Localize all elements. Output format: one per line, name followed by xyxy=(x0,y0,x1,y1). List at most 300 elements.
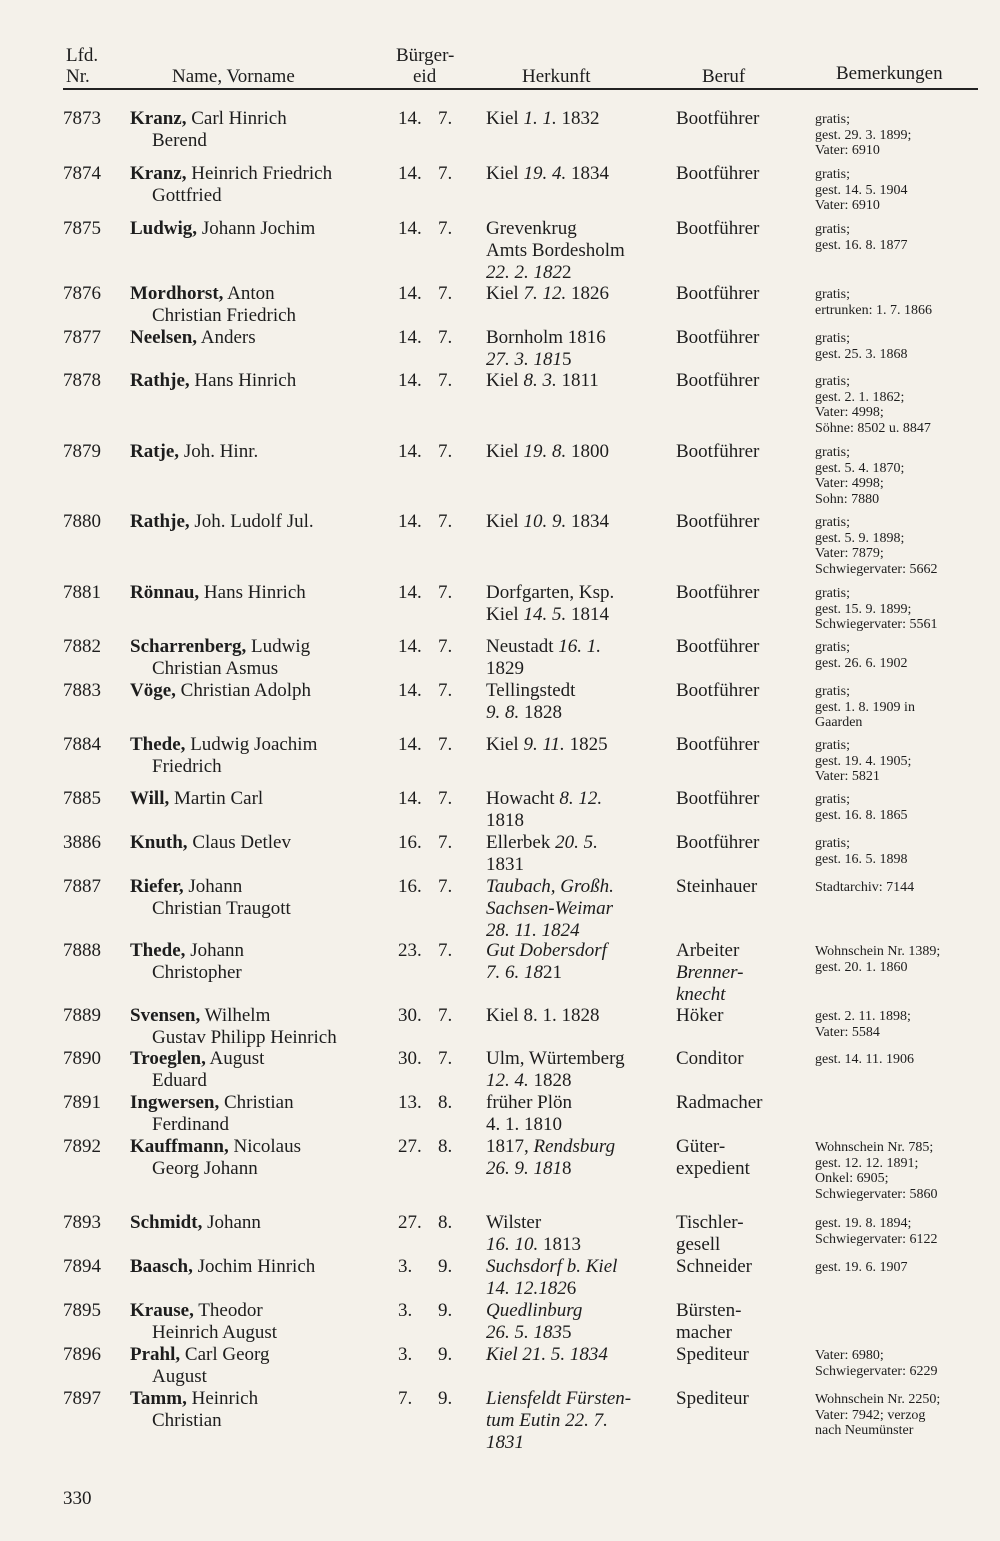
entry-given-name-cont: Christian xyxy=(152,1410,222,1431)
entry-name xyxy=(130,582,306,604)
entry-number: 7874 xyxy=(63,163,101,184)
origin-line: 1817, Rendsburg xyxy=(486,1136,616,1157)
oath-month: 8. xyxy=(438,1092,453,1113)
remark-line: gratis; xyxy=(815,836,850,851)
remark-line: Wohnschein Nr. 2250; xyxy=(815,1392,941,1407)
entry-given-name: Heinrich Friedrich xyxy=(191,163,333,184)
origin-line: 1831 xyxy=(486,854,524,875)
oath-month: 9. xyxy=(438,1300,453,1321)
origin-line: Howacht 8. 12. xyxy=(486,788,603,809)
remark-line: gest. 5. 9. 1898; xyxy=(815,530,905,546)
origin-line: 1829 xyxy=(486,658,524,679)
oath-month: 7. xyxy=(438,163,453,184)
remark-line: gest. 19. 6. 1907 xyxy=(815,1260,908,1275)
occupation-line: Spediteur xyxy=(676,1388,749,1409)
entry-origin xyxy=(486,940,607,984)
occupation-line: Brenner- xyxy=(676,962,744,983)
entry-remarks xyxy=(815,1009,911,1040)
entry-surname: Neelsen, xyxy=(130,327,198,348)
entry-origin xyxy=(486,1005,599,1027)
entry-occupation xyxy=(676,788,759,810)
origin-line: 14. 12.1826 xyxy=(486,1278,577,1299)
entry-remarks xyxy=(815,112,911,159)
entry-number: 7887 xyxy=(63,876,101,897)
occupation-line: Bootführer xyxy=(676,218,760,239)
entry-oath-date xyxy=(398,1300,453,1322)
origin-line: Suchsdorf b. Kiel xyxy=(486,1256,618,1277)
oath-month: 9. xyxy=(438,1388,453,1409)
remark-line: gest. 29. 3. 1899; xyxy=(815,127,912,143)
occupation-line: Tischler- xyxy=(676,1212,744,1233)
oath-day: 14. xyxy=(398,370,422,391)
remark-line: Vater: 6910 xyxy=(815,198,880,213)
entry-name xyxy=(130,734,317,778)
oath-day: 14. xyxy=(398,218,422,239)
entry-occupation xyxy=(676,940,744,1006)
entry-number: 7876 xyxy=(63,283,101,304)
remark-line: gest. 14. 5. 1904 xyxy=(815,182,908,198)
remark-line: gest. 14. 11. 1906 xyxy=(815,1052,915,1067)
entry-oath-date xyxy=(398,1256,453,1278)
entry-number: 7892 xyxy=(63,1136,101,1157)
oath-month: 9. xyxy=(438,1256,453,1277)
entry-origin xyxy=(486,163,609,185)
remark-line: gest. 2. 11. 1898; xyxy=(815,1009,911,1024)
entry-remarks xyxy=(815,1260,908,1276)
origin-line: Ulm, Würtemberg xyxy=(486,1048,625,1069)
entry-name xyxy=(130,1344,270,1388)
entry-given-name-cont: Christopher xyxy=(152,962,242,983)
oath-day: 14. xyxy=(398,636,422,657)
origin-line: Taubach, Großh. xyxy=(486,876,614,897)
occupation-line: Bootführer xyxy=(676,163,760,184)
entry-name xyxy=(130,283,296,327)
entry-occupation xyxy=(676,832,759,854)
occupation-line: Bootführer xyxy=(676,680,760,701)
entry-given-name: Johann xyxy=(188,876,243,897)
occupation-line: Spediteur xyxy=(676,1344,749,1365)
entry-name xyxy=(130,1005,337,1049)
entry-oath-date xyxy=(398,582,453,604)
entry-given-name: Hans Hinrich xyxy=(194,370,297,391)
entry-oath-date xyxy=(398,1136,453,1158)
entry-oath-date xyxy=(398,511,453,533)
entry-given-name: Martin Carl xyxy=(174,788,264,809)
entry-origin xyxy=(486,441,609,463)
entry-occupation xyxy=(676,680,759,702)
entry-surname: Rathje, xyxy=(130,370,190,391)
oath-month: 9. xyxy=(438,1344,453,1365)
occupation-line: Arbeiter xyxy=(676,940,740,961)
origin-line: 16. 10. 1813 xyxy=(486,1234,581,1255)
oath-day: 14. xyxy=(398,327,422,348)
occupation-line: Bootführer xyxy=(676,636,760,657)
entry-remarks xyxy=(815,515,937,577)
entry-origin xyxy=(486,832,598,876)
entry-occupation xyxy=(676,876,757,898)
remark-line: gratis; xyxy=(815,684,850,699)
occupation-line: Bootführer xyxy=(676,108,760,129)
oath-month: 7. xyxy=(438,370,453,391)
entry-given-name-cont: Eduard xyxy=(152,1070,207,1091)
entry-number: 7883 xyxy=(63,680,101,701)
oath-day: 14. xyxy=(398,163,422,184)
entry-oath-date xyxy=(398,788,453,810)
entry-name xyxy=(130,1256,315,1278)
entry-occupation xyxy=(676,1300,741,1344)
entry-number: 7896 xyxy=(63,1344,101,1365)
entry-name xyxy=(130,1300,277,1344)
oath-month: 7. xyxy=(438,832,453,853)
entry-given-name: Theodor xyxy=(198,1300,263,1321)
remark-line: gest. 19. 4. 1905; xyxy=(815,753,912,769)
remark-line: Vater: 6910 xyxy=(815,143,880,158)
entry-origin xyxy=(486,1092,572,1136)
entry-name xyxy=(130,1092,294,1136)
header-eid-1: Bürger- xyxy=(396,45,455,66)
oath-day: 14. xyxy=(398,734,422,755)
entry-origin xyxy=(486,327,606,371)
entry-origin xyxy=(486,1136,615,1180)
oath-month: 8. xyxy=(438,1212,453,1233)
header-name: Name, Vorname xyxy=(172,66,295,87)
entry-remarks xyxy=(815,1140,937,1202)
entry-occupation xyxy=(676,1136,750,1180)
oath-month: 7. xyxy=(438,327,453,348)
origin-line: 7. 6. 1821 xyxy=(486,962,562,983)
entry-remarks xyxy=(815,1392,940,1439)
entry-occupation xyxy=(676,163,759,185)
origin-line: Neustadt 16. 1. xyxy=(486,636,602,657)
entry-given-name: Christian xyxy=(223,1092,294,1113)
origin-line: Kiel 21. 5. 1834 xyxy=(486,1344,608,1365)
entry-oath-date xyxy=(398,1344,453,1366)
oath-day: 14. xyxy=(398,788,422,809)
entry-given-name-cont: Christian Asmus xyxy=(152,658,279,679)
oath-month: 7. xyxy=(438,218,453,239)
remark-line: gratis; xyxy=(815,445,850,460)
oath-day: 30. xyxy=(398,1048,422,1069)
origin-line: tum Eutin 22. 7. xyxy=(486,1410,608,1431)
remark-line: Wohnschein Nr. 785; xyxy=(815,1140,934,1155)
origin-line: Ellerbek 20. 5. xyxy=(486,832,598,853)
origin-line: Bornholm 1816 xyxy=(486,327,606,348)
entry-number: 7879 xyxy=(63,441,101,462)
entry-given-name-cont: Georg Johann xyxy=(152,1158,258,1179)
entry-origin xyxy=(486,370,599,392)
remark-line: Söhne: 8502 u. 8847 xyxy=(815,420,931,436)
entry-surname: Scharrenberg, xyxy=(130,636,247,657)
oath-day: 30. xyxy=(398,1005,422,1026)
entry-occupation xyxy=(676,1005,723,1027)
entry-origin xyxy=(486,1048,625,1092)
entry-name xyxy=(130,636,310,680)
entry-origin xyxy=(486,582,614,626)
occupation-line: Bootführer xyxy=(676,788,760,809)
entry-surname: Svensen, xyxy=(130,1005,201,1026)
entry-remarks xyxy=(815,792,908,823)
entry-oath-date xyxy=(398,832,453,854)
remark-line: Vater: 5584 xyxy=(815,1024,880,1040)
entry-remarks xyxy=(815,944,940,975)
entry-name xyxy=(130,940,244,984)
oath-day: 14. xyxy=(398,108,422,129)
entry-surname: Kauffmann, xyxy=(130,1136,229,1157)
entry-given-name: Heinrich xyxy=(191,1388,259,1409)
entry-number: 7888 xyxy=(63,940,101,961)
origin-line: Kiel 9. 11. 1825 xyxy=(486,734,608,755)
oath-month: 7. xyxy=(438,876,453,897)
entry-surname: Baasch, xyxy=(130,1256,193,1277)
entry-occupation xyxy=(676,734,759,756)
oath-day: 14. xyxy=(398,441,422,462)
origin-line: Sachsen-Weimar xyxy=(486,898,613,919)
entry-surname: Ratje, xyxy=(130,441,180,462)
entry-remarks xyxy=(815,738,911,785)
entry-given-name: Nicolaus xyxy=(233,1136,302,1157)
entry-occupation xyxy=(676,108,759,130)
remark-line: gratis; xyxy=(815,222,850,237)
entry-given-name: Christian Adolph xyxy=(180,680,312,701)
occupation-line: Radmacher xyxy=(676,1092,763,1113)
entry-name xyxy=(130,1212,261,1234)
entry-origin xyxy=(486,680,575,724)
oath-day: 3. xyxy=(398,1256,413,1277)
entry-remarks xyxy=(815,374,931,436)
occupation-line: Bootführer xyxy=(676,283,760,304)
header-herkunft: Herkunft xyxy=(522,66,591,87)
entry-oath-date xyxy=(398,1005,453,1027)
entry-surname: Ingwersen, xyxy=(130,1092,220,1113)
entry-name xyxy=(130,1388,258,1432)
remark-line: gest. 16. 5. 1898 xyxy=(815,851,908,867)
occupation-line: Bürsten- xyxy=(676,1300,742,1321)
remark-line: Vater: 4998; xyxy=(815,405,884,420)
entry-given-name: Joh. Ludolf Jul. xyxy=(194,511,314,532)
entry-oath-date xyxy=(398,283,453,305)
entry-remarks xyxy=(815,586,937,633)
entry-surname: Riefer, xyxy=(130,876,184,897)
entry-remarks xyxy=(815,222,908,253)
remark-line: Vater: 4998; xyxy=(815,476,884,491)
entry-oath-date xyxy=(398,636,453,658)
entry-surname: Kranz, xyxy=(130,108,187,129)
entry-given-name-cont: Friedrich xyxy=(152,756,222,777)
entry-oath-date xyxy=(398,876,453,898)
origin-line: 1818 xyxy=(486,810,524,831)
remark-line: gest. 20. 1. 1860 xyxy=(815,959,908,975)
remark-line: gratis; xyxy=(815,515,850,530)
entry-given-name: Johann Jochim xyxy=(201,218,316,239)
entry-number: 7889 xyxy=(63,1005,101,1026)
occupation-line: Steinhauer xyxy=(676,876,758,897)
entry-oath-date xyxy=(398,1048,453,1070)
entry-name xyxy=(130,218,315,240)
entry-name xyxy=(130,511,314,533)
remark-line: gest. 12. 12. 1891; xyxy=(815,1155,919,1171)
entry-name xyxy=(130,876,291,920)
entry-name xyxy=(130,1048,264,1092)
entry-surname: Tamm, xyxy=(130,1388,187,1409)
entry-number: 7893 xyxy=(63,1212,101,1233)
entry-name xyxy=(130,1136,301,1180)
oath-month: 8. xyxy=(438,1136,453,1157)
occupation-line: Bootführer xyxy=(676,832,760,853)
entry-origin xyxy=(486,1388,631,1454)
remark-line: Schwiegervater: 5561 xyxy=(815,617,938,632)
remark-line: gest. 16. 8. 1877 xyxy=(815,237,908,253)
oath-month: 7. xyxy=(438,734,453,755)
origin-line: 22. 2. 1822 xyxy=(486,262,572,283)
origin-line: Grevenkrug xyxy=(486,218,577,239)
remark-line: Wohnschein Nr. 1389; xyxy=(815,944,941,959)
entry-number: 7895 xyxy=(63,1300,101,1321)
remark-line: Onkel: 6905; xyxy=(815,1171,889,1186)
entry-surname: Mordhorst, xyxy=(130,283,224,304)
entry-number: 7877 xyxy=(63,327,101,348)
remark-line: gratis; xyxy=(815,112,850,127)
entry-given-name: Carl Hinrich xyxy=(191,108,287,129)
entry-occupation xyxy=(676,283,759,305)
remark-line: gratis; xyxy=(815,586,850,601)
entry-given-name: Hans Hinrich xyxy=(203,582,306,603)
oath-day: 27. xyxy=(398,1136,422,1157)
oath-month: 7. xyxy=(438,788,453,809)
occupation-line: Conditor xyxy=(676,1048,744,1069)
origin-line: Kiel 1. 1. 1832 xyxy=(486,108,600,129)
origin-line: Wilster xyxy=(486,1212,542,1233)
oath-day: 14. xyxy=(398,582,422,603)
entry-origin xyxy=(486,511,609,533)
entry-oath-date xyxy=(398,1388,453,1410)
entry-given-name: August xyxy=(209,1048,265,1069)
remark-line: Schwiegervater: 6229 xyxy=(815,1363,938,1379)
remark-line: gratis; xyxy=(815,792,850,807)
entry-given-name: Johann xyxy=(190,940,245,961)
entry-given-name: Wilhelm xyxy=(204,1005,271,1026)
origin-line: Liensfeldt Fürsten- xyxy=(486,1388,632,1409)
remark-line: gest. 19. 8. 1894; xyxy=(815,1216,912,1231)
oath-month: 7. xyxy=(438,636,453,657)
entry-surname: Knuth, xyxy=(130,832,188,853)
entry-occupation xyxy=(676,582,759,604)
entry-given-name-cont: Christian Friedrich xyxy=(152,305,297,326)
remark-line: gest. 2. 1. 1862; xyxy=(815,389,905,405)
origin-line: 4. 1. 1810 xyxy=(486,1114,562,1135)
oath-day: 7. xyxy=(398,1388,413,1409)
remark-line: Vater: 5821 xyxy=(815,769,880,784)
entry-oath-date xyxy=(398,734,453,756)
entry-given-name-cont: Ferdinand xyxy=(152,1114,230,1135)
entry-oath-date xyxy=(398,218,453,240)
oath-day: 3. xyxy=(398,1300,413,1321)
entry-surname: Will, xyxy=(130,788,170,809)
entry-remarks xyxy=(815,445,904,507)
occupation-line: expedient xyxy=(676,1158,750,1179)
header-rule xyxy=(63,88,978,90)
entry-origin xyxy=(486,283,609,305)
entry-origin xyxy=(486,734,608,756)
entry-remarks xyxy=(815,1348,937,1379)
remark-line: nach Neumünster xyxy=(815,1423,914,1438)
entry-given-name: Johann xyxy=(207,1212,261,1233)
oath-day: 13. xyxy=(398,1092,422,1113)
occupation-line: Güter- xyxy=(676,1136,726,1157)
entry-number: 7880 xyxy=(63,511,101,532)
entry-given-name: Ludwig xyxy=(251,636,311,657)
remark-line: ertrunken: 1. 7. 1866 xyxy=(815,302,933,318)
oath-month: 7. xyxy=(438,108,453,129)
oath-day: 16. xyxy=(398,876,422,897)
occupation-line: gesell xyxy=(676,1234,721,1255)
oath-month: 7. xyxy=(438,1005,453,1026)
entry-occupation xyxy=(676,218,759,240)
entry-occupation xyxy=(676,1344,749,1366)
entry-occupation xyxy=(676,370,759,392)
origin-line: Kiel 8. 3. 1811 xyxy=(486,370,599,391)
origin-line: 26. 9. 1818 xyxy=(486,1158,572,1179)
entry-number: 7885 xyxy=(63,788,101,809)
entry-surname: Schmidt, xyxy=(130,1212,203,1233)
entry-name xyxy=(130,788,263,810)
entry-given-name: Jochim Hinrich xyxy=(197,1256,316,1277)
header-bemerkungen: Bemerkungen xyxy=(836,63,943,84)
entry-occupation xyxy=(676,1388,749,1410)
entry-occupation xyxy=(676,1092,763,1114)
entry-origin xyxy=(486,1212,581,1256)
occupation-line: Bootführer xyxy=(676,511,760,532)
origin-line: 28. 11. 1824 xyxy=(486,920,580,941)
entry-origin xyxy=(486,218,625,284)
entry-remarks xyxy=(815,684,915,731)
entry-number: 7890 xyxy=(63,1048,101,1069)
entry-number: 3886 xyxy=(63,832,101,853)
remark-line: gratis; xyxy=(815,167,850,182)
entry-remarks xyxy=(815,880,914,896)
entry-surname: Troeglen, xyxy=(130,1048,206,1069)
remark-line: gratis; xyxy=(815,374,850,389)
entry-name xyxy=(130,441,258,463)
entry-occupation xyxy=(676,327,759,349)
header-lfd-2: Nr. xyxy=(66,66,90,87)
entry-surname: Kranz, xyxy=(130,163,187,184)
entry-surname: Thede, xyxy=(130,940,186,961)
origin-line: Kiel 7. 12. 1826 xyxy=(486,283,609,304)
oath-month: 7. xyxy=(438,582,453,603)
entry-number: 7881 xyxy=(63,582,101,603)
entry-origin xyxy=(486,636,601,680)
entry-oath-date xyxy=(398,1092,453,1114)
page-number: 330 xyxy=(63,1488,92,1509)
remark-line: Gaarden xyxy=(815,715,863,730)
oath-month: 7. xyxy=(438,511,453,532)
occupation-line: Bootführer xyxy=(676,734,760,755)
entry-occupation xyxy=(676,511,759,533)
origin-line: 12. 4. 1828 xyxy=(486,1070,572,1091)
oath-day: 23. xyxy=(398,940,422,961)
origin-line: Tellingstedt xyxy=(486,680,576,701)
oath-day: 14. xyxy=(398,680,422,701)
entry-occupation xyxy=(676,1212,744,1256)
entry-given-name: Ludwig Joachim xyxy=(190,734,318,755)
entry-given-name-cont: Heinrich August xyxy=(152,1322,278,1343)
remark-line: Schwiegervater: 5860 xyxy=(815,1186,938,1202)
entry-given-name-cont: Christian Traugott xyxy=(152,898,291,919)
header-lfd-1: Lfd. xyxy=(66,45,99,66)
entry-oath-date xyxy=(398,680,453,702)
oath-month: 7. xyxy=(438,441,453,462)
oath-day: 3. xyxy=(398,1344,413,1365)
